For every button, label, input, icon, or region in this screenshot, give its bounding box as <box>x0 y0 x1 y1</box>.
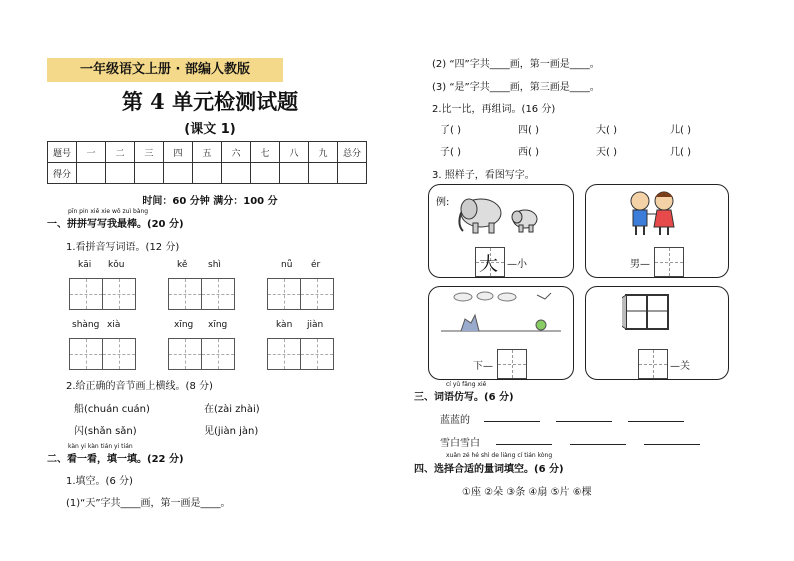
syllable-choice[interactable]: 见(jiàn jàn) <box>204 426 259 437</box>
score-header-cell: 四 <box>164 142 193 163</box>
example-char: 大 <box>479 253 499 275</box>
compare-item[interactable]: 了( ) <box>440 125 461 136</box>
landscape-icon <box>441 289 561 341</box>
compare-item[interactable]: 大( ) <box>596 125 617 136</box>
time-info: 时间：60 分钟 满分：100 分 <box>142 196 278 207</box>
word-pinyin: xià <box>107 320 121 330</box>
elephant-icon <box>455 191 545 237</box>
syllable-choice[interactable]: 闪(shǎn sǎn) <box>74 426 137 437</box>
page-title: 第 4 单元检测试题 <box>121 89 299 114</box>
section2-q2: 2.比一比，再组词。(16 分) <box>432 104 556 115</box>
box2-prefix: 男— <box>630 259 650 270</box>
compare-item[interactable]: 天( ) <box>596 147 617 158</box>
writing-grid[interactable] <box>169 278 235 310</box>
fill-item[interactable]: (1)“天”字共____画，第一画是____。 <box>66 498 231 509</box>
score-cell[interactable] <box>164 163 193 184</box>
section1-q1: 1.看拼音写词语。(12 分) <box>66 242 180 253</box>
measure-word-options: ①座 ②朵 ③条 ④扇 ⑤片 ⑥棵 <box>462 487 592 498</box>
picture-box-window <box>585 286 729 380</box>
picture-box-boy-girl <box>585 184 729 278</box>
score-row-label: 得分 <box>48 163 77 184</box>
example-label: 例: <box>436 197 450 208</box>
score-cell[interactable] <box>77 163 106 184</box>
word-pinyin: jiàn <box>307 320 324 330</box>
score-cell[interactable] <box>338 163 367 184</box>
writing-grid[interactable] <box>70 338 136 370</box>
section4-pinyin: xuǎn zé hé shì de liàng cí tián kòng <box>446 452 553 459</box>
imitation-prompt: 雪白雪白 <box>440 438 480 449</box>
syllable-choice[interactable]: 船(chuán cuán) <box>74 404 150 415</box>
compare-item[interactable]: 几( ) <box>670 147 691 158</box>
word-pinyin: shì <box>208 260 221 270</box>
score-header-cell: 七 <box>251 142 280 163</box>
score-cell[interactable] <box>280 163 309 184</box>
section4-title: 四、选择合适的量词填空。(6 分) <box>414 464 564 475</box>
answer-char-box[interactable] <box>638 349 668 379</box>
word-pinyin: xīng <box>208 320 228 330</box>
answer-line[interactable] <box>644 444 700 445</box>
grade-banner: 一年级语文上册 · 部编人教版 <box>47 58 283 82</box>
word-pinyin: shàng <box>72 320 100 330</box>
word-pinyin: kě <box>177 260 188 270</box>
section2-q1: 1.填空。(6 分) <box>66 476 133 487</box>
score-header-cell: 六 <box>222 142 251 163</box>
writing-grid[interactable] <box>169 338 235 370</box>
writing-grid[interactable] <box>70 278 136 310</box>
example-char-box <box>475 247 505 277</box>
word-pinyin: kǒu <box>108 260 125 270</box>
box4-suffix: —关 <box>670 361 690 372</box>
compare-item[interactable]: 西( ) <box>518 147 539 158</box>
window-icon <box>622 291 672 333</box>
fill-item[interactable]: (3) “是”字共____画，第三画是____。 <box>432 82 600 93</box>
compare-item[interactable]: 四( ) <box>518 125 539 136</box>
picture-box-landscape <box>428 286 574 380</box>
word-pinyin: kāi <box>78 260 92 270</box>
score-header-row <box>48 142 367 163</box>
score-cell[interactable] <box>222 163 251 184</box>
section3-pinyin: cí yǔ fǎng xiě <box>446 381 487 388</box>
example-suffix: —小 <box>507 259 527 270</box>
word-pinyin: ér <box>311 260 321 270</box>
children-icon <box>624 189 680 237</box>
score-header-cell: 五 <box>193 142 222 163</box>
score-cell[interactable] <box>309 163 338 184</box>
section2-title: 二、看一看，填一填。(22 分) <box>47 454 184 465</box>
word-pinyin: nǚ <box>281 260 293 270</box>
score-header-cell: 总分 <box>338 142 367 163</box>
section1-title: 一、拼拼写写我最棒。(20 分) <box>47 219 184 230</box>
score-value-row <box>48 163 367 184</box>
compare-item[interactable]: 子( ) <box>440 147 461 158</box>
answer-line[interactable] <box>570 444 626 445</box>
answer-char-box[interactable] <box>654 247 684 277</box>
answer-line[interactable] <box>484 421 540 422</box>
section1-pinyin: pīn pin xiě xie wǒ zuì bàng <box>68 208 149 215</box>
score-cell[interactable] <box>251 163 280 184</box>
section2-q3: 3. 照样子，看图写字。 <box>432 170 535 181</box>
score-header-cell: 题号 <box>48 142 77 163</box>
score-header-cell: 一 <box>77 142 106 163</box>
score-table <box>47 141 367 184</box>
answer-line[interactable] <box>628 421 684 422</box>
section2-pinyin: kàn yi kàn tián yi tián <box>68 443 133 450</box>
box3-prefix: 下— <box>473 361 493 372</box>
word-pinyin: xīng <box>174 320 194 330</box>
word-pinyin: kàn <box>276 320 293 330</box>
example-box <box>428 184 574 278</box>
answer-line[interactable] <box>496 444 552 445</box>
score-header-cell: 三 <box>135 142 164 163</box>
answer-line[interactable] <box>556 421 612 422</box>
writing-grid[interactable] <box>268 278 334 310</box>
score-cell[interactable] <box>135 163 164 184</box>
score-header-cell: 八 <box>280 142 309 163</box>
syllable-choice[interactable]: 在(zài zhài) <box>204 404 260 415</box>
score-cell[interactable] <box>106 163 135 184</box>
section3-title: 三、词语仿写。(6 分) <box>414 392 514 403</box>
section1-q2: 2.给正确的音节画上横线。(8 分) <box>66 381 213 392</box>
fill-item[interactable]: (2) “四”字共____画，第一画是____。 <box>432 59 600 70</box>
score-header-cell: 二 <box>106 142 135 163</box>
writing-grid[interactable] <box>268 338 334 370</box>
score-header-cell: 九 <box>309 142 338 163</box>
compare-item[interactable]: 儿( ) <box>670 125 691 136</box>
score-cell[interactable] <box>193 163 222 184</box>
answer-char-box[interactable] <box>497 349 527 379</box>
page-subtitle: (课文 1) <box>184 122 236 137</box>
imitation-prompt: 蓝蓝的 <box>440 415 470 426</box>
